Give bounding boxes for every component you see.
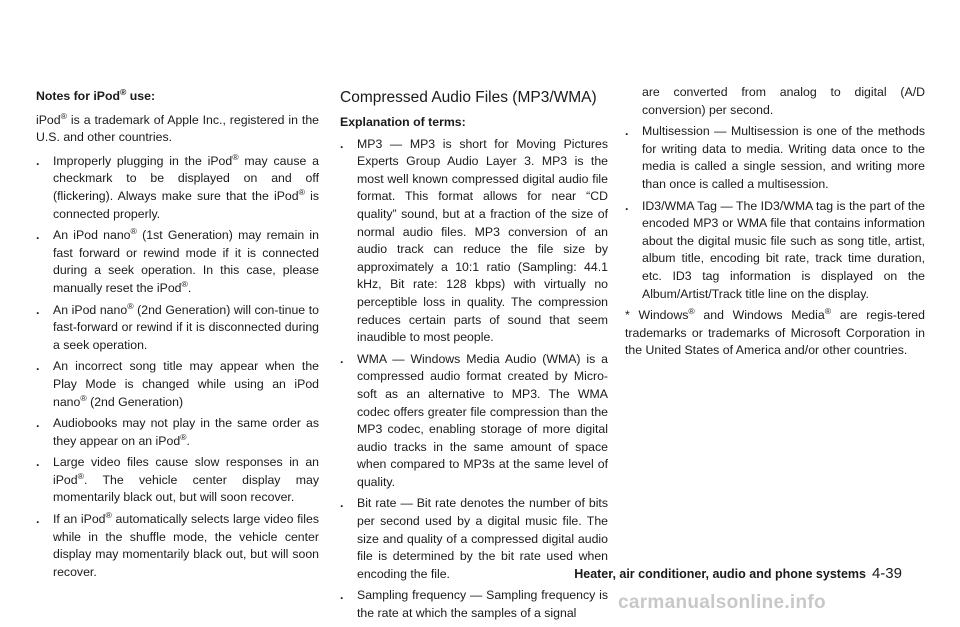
list-item: . If an iPod® automatically selects large video files while in the shuffle mode, the vehicle center display may momentarily black out, but will soon recover. xyxy=(36,509,319,579)
watermark: carmanualsonline.info xyxy=(618,592,826,613)
ipod-notes-heading: Notes for iPod® use: xyxy=(36,86,156,103)
continued-text: are converted from analog to digital (A/D conversion) per second. xyxy=(642,85,925,117)
ipod-trademark-note: iPod® is a trademark of Apple Inc., registered in the U.S. and other countries. xyxy=(36,110,319,145)
ipod-notes-list xyxy=(36,153,319,582)
terms-list-continued xyxy=(625,123,925,303)
section-title: Compressed Audio Files (MP3/WMA) xyxy=(340,89,597,106)
list-item: . Sampling frequency — Sampling frequency is the rate at which the samples of a signal xyxy=(340,588,608,621)
terms-heading: Explanation of terms: xyxy=(340,115,466,129)
column-right xyxy=(625,84,925,360)
list-item: . An incorrect song title may appear when the Play Mode is changed while using an iPod nano® (2nd Generation) xyxy=(36,359,319,409)
list-item: . MP3 — MP3 is short for Moving Pictures Experts Group Audio Layer 3. MP3 is the most well known compressed digital audio file format. This format allows for near “CD quality” sound, but at a fraction of the size of normal audio files. MP3 conversion of an audio track can reduce the file size by approximately a 10:1 ratio (Sampling: 44.1 kHz, Bit rate: 128 kbps) with virtually no perceptible loss in quality. The compression reduces certain parts of sound that seem inaudible to most people. xyxy=(340,136,608,345)
list-item: . An iPod nano® (2nd Generation) will con-tinue to fast-forward or rewind if it is disconnected during a seek operation. xyxy=(36,300,319,352)
list-item: . ID3/WMA Tag — The ID3/WMA tag is the part of the encoded MP3 or WMA file that contains information about the digital music file such as song title, artist, album title, encoding bit rate, track time duration, etc. ID3 tag information is displayed on the Album/Artist/Track title line on the display. xyxy=(625,198,925,301)
list-item: . Audiobooks may not play in the same order as they appear on an iPod®. xyxy=(36,416,319,448)
section-name: Heater, air conditioner, audio and phone systems xyxy=(574,567,866,581)
list-item: . An iPod nano® (1st Generation) may remain in fast forward or rewind mode if it is connected during a seek operation. In this case, please manually reset the iPod®. xyxy=(36,226,319,295)
list-item: . WMA — Windows Media Audio (WMA) is a compressed audio format created by Micro-soft as an alternative to MP3. The WMA codec offers greater file compression than the MP3 codec, enabling storage of more digital audio tracks in the same amount of space when compared to MP3s at the same level of quality. xyxy=(340,351,608,489)
column-left xyxy=(36,88,319,585)
terms-list xyxy=(340,136,608,623)
list-item: . Multisession — Multisession is one of the methods for writing data to media. Writing data once to the media is called a single session, and writing more than once is called a multisession. xyxy=(625,124,925,191)
page-footer xyxy=(574,565,902,583)
column-middle xyxy=(340,88,608,627)
list-item: . Large video files cause slow responses in an iPod®. The vehicle center display may momentarily black out, but will soon recover. xyxy=(36,455,319,505)
windows-trademark-note: * Windows® and Windows Media® are regis-tered trademarks or trademarks of Microsoft Corporation in the United States of America and/or other countries. xyxy=(625,306,925,358)
list-item: . Bit rate — Bit rate denotes the number of bits per second used by a digital music file. The size and quality of a compressed digital audio file is determined by the bit rate used when encoding the file. xyxy=(340,496,608,581)
page-number: 4-39 xyxy=(871,565,902,582)
list-item: . Improperly plugging in the iPod® may cause a checkmark to be displayed on and off (flickering). Always make sure that the iPod® is connected properly. xyxy=(36,151,319,221)
